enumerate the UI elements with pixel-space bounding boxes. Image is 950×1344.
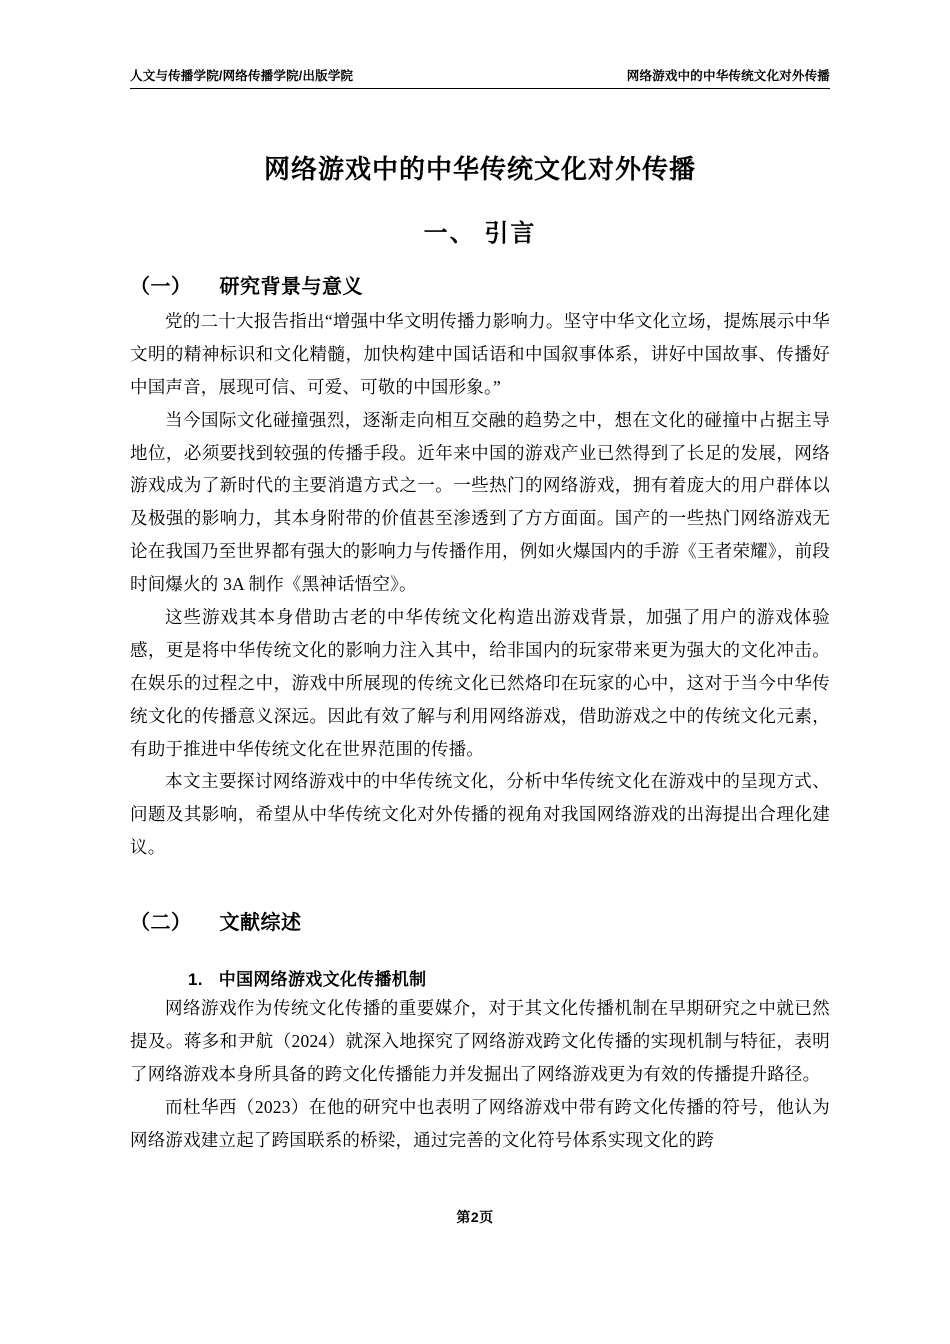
section-title-1: 研究背景与意义 [219, 276, 363, 298]
document-body [130, 150, 830, 1157]
page-title: 网络游戏中的中华传统文化对外传播 [263, 154, 696, 184]
chapter-heading: 一、 引言 [423, 220, 537, 247]
subsection-title-1: 中国网络游戏文化传播机制 [218, 970, 427, 990]
paragraph: 而杜华西（2023）在他的研究中也表明了网络游戏中带有跨文化传播的符号，他认为网络游戏建立起了跨国联系的桥梁，通过完善的文化符号体系实现文化的跨 [130, 1096, 830, 1150]
paragraph: 本文主要探讨网络游戏中的中华传统文化，分析中华传统文化在游戏中的呈现方式、问题及其影响，希望从中华传统文化对外传播的视角对我国网络游戏的出海提出合理化建议。 [130, 771, 830, 858]
paragraph: 这些游戏其本身借助古老的中华传统文化构造出游戏背景，加强了用户的游戏体验感，更是将中华传统文化的影响力注入其中，给非国内的玩家带来更为强大的文化冲击。在娱乐的过程之中，游戏中所展现的传统文化已然烙印在玩家的心中，这对于当今中华传统文化的传播意义深远。因此有效了解与利用网络游戏，借助游戏之中的传统文化元素，有助于推进中华传统文化在世界范围的传播。 [130, 607, 830, 759]
page-footer [0, 1207, 950, 1227]
section-heading-1 [130, 270, 830, 299]
header-left-text: 人文与传播学院/网络传播学院/出版学院 [130, 69, 354, 83]
subsection-heading-1 [130, 965, 830, 990]
section-spacer [130, 864, 830, 890]
paragraph: 党的二十大报告指出“增强中华文明传播力影响力。坚守中华文化立场，提炼展示中华文明的精神标识和文化精髓，加快构建中国话语和中国叙事体系，讲好中国故事、传播好中国声音，展现可信、可爱、可敬的中国形象。” [130, 311, 830, 397]
paragraph: 当今国际文化碰撞强烈，逐渐走向相互交融的趋势之中，想在文化的碰撞中占据主导地位，必须要找到较强的传播手段。近年来中国的游戏产业已然得到了长足的发展，网络游戏成为了新时代的主要消遣方式之一。一些热门的网络游戏，拥有着庞大的用户群体以及极强的影响力，其本身附带的价值甚至渗透到了方方面面。国产的一些热门网络游戏无论在我国乃至世界都有强大的影响力与传播作用，例如火爆国内的手游《王者荣耀》，前段时间爆火的 3A 制作《黑神话悟空》。 [130, 409, 830, 595]
header-right-text: 网络游戏中的中华传统文化对外传播 [626, 69, 830, 83]
page-number: 第2页 [456, 1209, 494, 1225]
paragraph: 网络游戏作为传统文化传播的重要媒介，对于其文化传播机制在早期研究之中就已然提及。蒋多和尹航（2024）就深入地探究了网络游戏跨文化传播的实现机制与特征，表明了网络游戏本身所具备的跨文化传播能力并发掘出了网络游戏更为有效的传播提升路径。 [130, 998, 830, 1084]
header-divider [130, 88, 830, 89]
section-title-2: 文献综述 [219, 912, 302, 935]
section-number-1: （一） [130, 276, 192, 298]
section-heading-2 [130, 906, 830, 935]
section-number-2: （二） [130, 912, 192, 935]
subsection-number-1: 1. [188, 970, 203, 990]
running-header [130, 66, 830, 84]
subsection-spacer [130, 941, 830, 951]
